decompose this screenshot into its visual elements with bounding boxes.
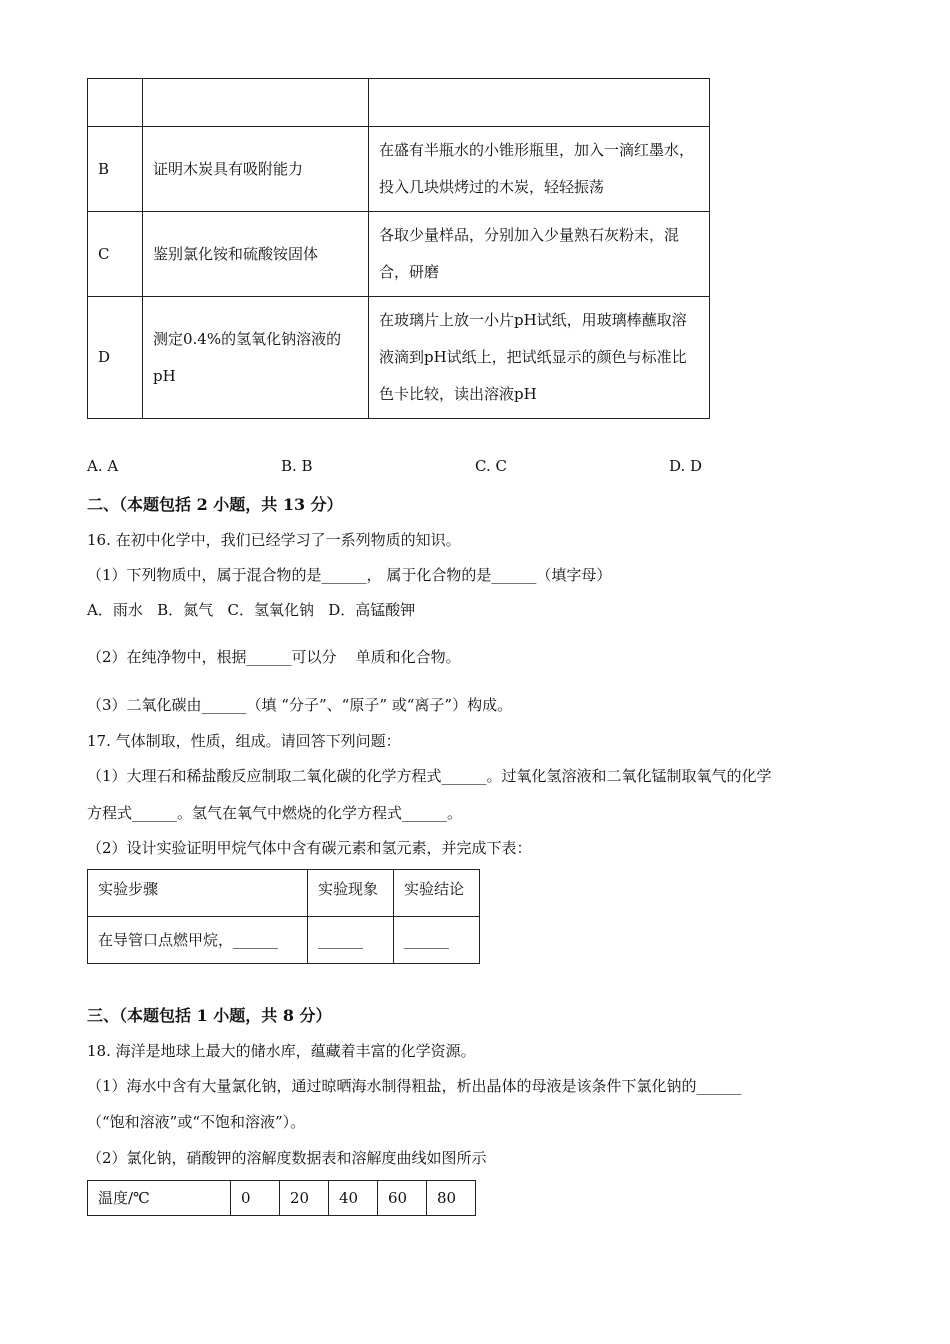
question-part: （1）海水中含有大量氯化钠，通过晾晒海水制得粗盐，析出晶体的母液是该条件下氯化钠的______ <box>87 1077 742 1095</box>
temperature-table <box>87 1180 476 1216</box>
table-cell: 证明木炭具有吸附能力 <box>143 127 369 212</box>
question-part: （2）在纯净物中，根据______可以分 单质和化合物。 <box>87 648 461 666</box>
table-row <box>88 870 480 917</box>
table-header: 温度/℃ <box>88 1181 231 1216</box>
table-cell: D <box>88 297 143 419</box>
table-cell: 在盛有半瓶水的小锥形瓶里，加入一滴红墨水，投入几块烘烤过的木炭，轻轻振荡 <box>369 127 710 212</box>
table-cell: B <box>88 127 143 212</box>
table-cell: 80 <box>427 1181 476 1216</box>
question-stem: 16. 在初中化学中，我们已经学习了一系列物质的知识。 <box>87 531 461 549</box>
table-header: 实验现象 <box>308 870 394 917</box>
choice-table <box>87 78 710 419</box>
table-row <box>88 79 710 127</box>
table-cell: ______ <box>308 917 394 964</box>
table-cell: 20 <box>280 1181 329 1216</box>
section-heading: 三、（本题包括 1 小题，共 8 分） <box>87 1006 332 1025</box>
table-cell <box>88 79 143 127</box>
table-cell: 测定0.4%的氢氧化钠溶液的pH <box>143 297 369 419</box>
option-a[interactable]: A. A <box>87 457 119 475</box>
question-part: 方程式______。氢气在氧气中燃烧的化学方程式______。 <box>87 804 463 822</box>
table-cell: 各取少量样品，分别加入少量熟石灰粉末，混合，研磨 <box>369 212 710 297</box>
option-d[interactable]: D. D <box>669 457 703 475</box>
question-part: （2）设计实验证明甲烷气体中含有碳元素和氢元素，并完成下表： <box>87 839 532 857</box>
table-cell: 在导管口点燃甲烷，______ <box>88 917 308 964</box>
question-part: （1）下列物质中，属于混合物的是______， 属于化合物的是______（填字母） <box>87 566 612 584</box>
table-row <box>88 1181 476 1216</box>
table-cell <box>369 79 710 127</box>
table-header: 实验步骤 <box>88 870 308 917</box>
table-row <box>88 212 710 297</box>
section-heading: 二、（本题包括 2 小题，共 13 分） <box>87 495 343 514</box>
question-choices: A．雨水 B．氮气 C．氢氧化钠 D．高锰酸钾 <box>87 601 416 619</box>
table-cell: 60 <box>378 1181 427 1216</box>
table-cell: 在玻璃片上放一小片pH试纸，用玻璃棒蘸取溶液滴到pH试纸上，把试纸显示的颜色与标准比色卡比较，读出溶液pH <box>369 297 710 419</box>
question-part: （1）大理石和稀盐酸反应制取二氧化碳的化学方程式______。过氧化氢溶液和二氧化锰制取氧气的化学 <box>87 767 772 785</box>
table-row <box>88 297 710 419</box>
table-row <box>88 917 480 964</box>
question-part: （2）氯化钠，硝酸钾的溶解度数据表和溶解度曲线如图所示 <box>87 1149 487 1167</box>
question-stem: 18. 海洋是地球上最大的储水库，蕴藏着丰富的化学资源。 <box>87 1042 476 1060</box>
table-header: 实验结论 <box>394 870 480 917</box>
table-cell: 0 <box>231 1181 280 1216</box>
option-b[interactable]: B. B <box>281 457 313 475</box>
table-cell: 40 <box>329 1181 378 1216</box>
question-part: （3）二氧化碳由______（填 “分子”、“原子” 或“离子”）构成。 <box>87 696 513 714</box>
question-stem: 17. 气体制取，性质，组成。请回答下列问题： <box>87 732 401 750</box>
table-cell: ______ <box>394 917 480 964</box>
experiment-table <box>87 869 480 964</box>
table-cell: C <box>88 212 143 297</box>
table-cell: 鉴别氯化铵和硫酸铵固体 <box>143 212 369 297</box>
table-cell <box>143 79 369 127</box>
option-c[interactable]: C. C <box>475 457 507 475</box>
table-row <box>88 127 710 212</box>
question-part: （“饱和溶液”或“不饱和溶液”）。 <box>87 1113 306 1131</box>
